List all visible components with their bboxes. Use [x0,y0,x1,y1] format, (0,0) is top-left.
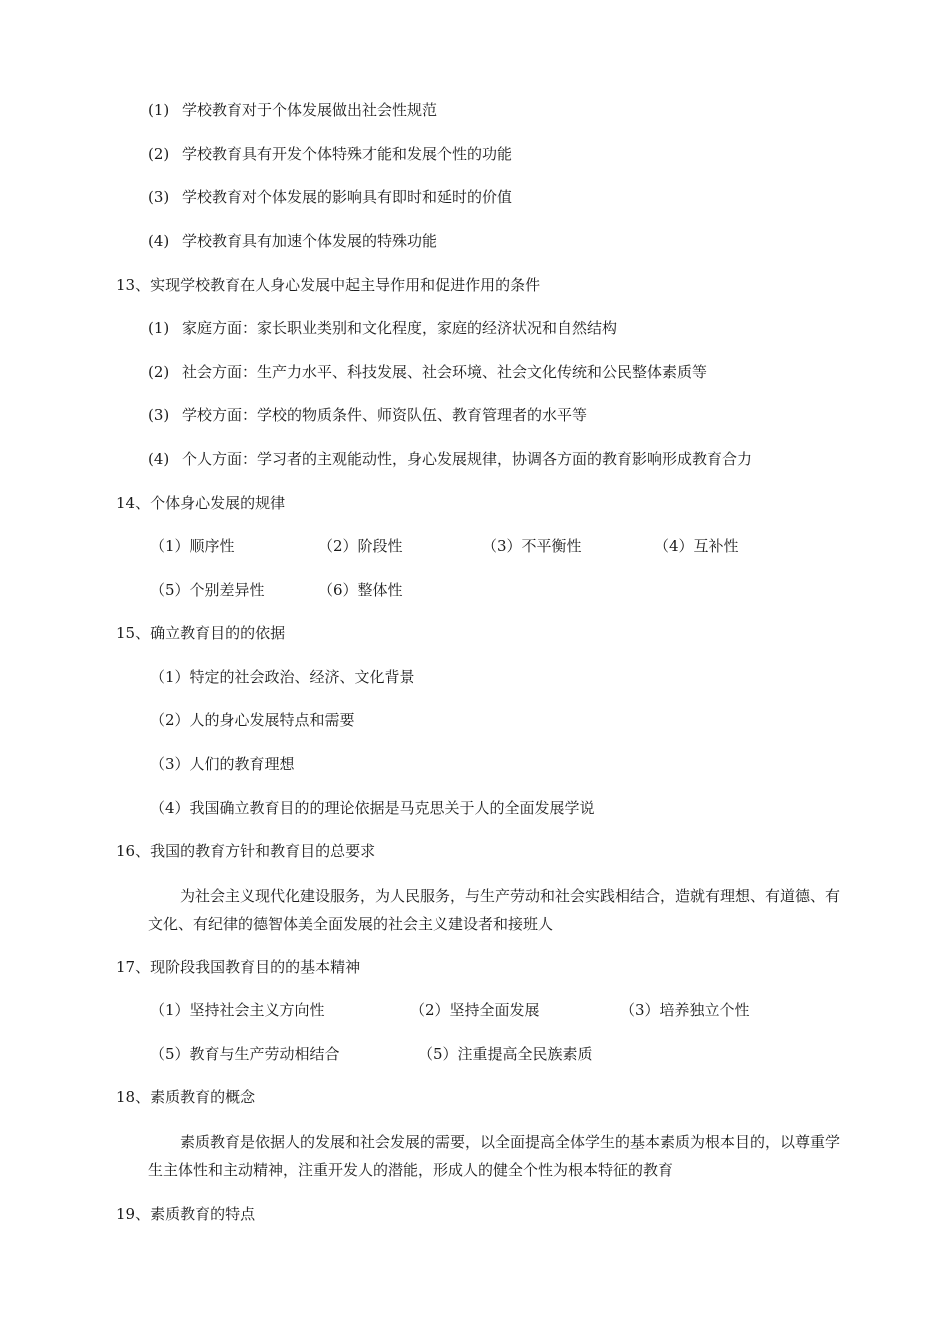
list-item [148,187,512,207]
list-item: （5）个别差异性 [150,581,265,599]
list-item: （2）人的身心发展特点和需要 [150,711,355,729]
list-item: （5）注重提高全民族素质 [418,1045,593,1063]
list-item [148,231,437,251]
section-heading: 16、我国的教育方针和教育目的总要求 [116,842,376,860]
list-item: （4）互补性 [654,537,739,555]
list-item: （1）坚持社会主义方向性 [150,1001,325,1019]
section-heading: 13、实现学校教育在人身心发展中起主导作用和促进作用的条件 [116,276,541,294]
list-item [148,144,512,164]
list-item: （2）阶段性 [318,537,403,555]
item-number: (4) [148,232,170,250]
item-number: (3) [148,406,170,424]
list-item: （3）培养独立个性 [620,1001,750,1019]
section-heading: 15、确立教育目的的依据 [116,624,286,642]
list-item: （2）坚持全面发展 [410,1001,540,1019]
section-heading: 17、现阶段我国教育目的的基本精神 [116,958,361,976]
item-text: 个人方面：学习者的主观能动性，身心发展规律，协调各方面的教育影响形成教育合力 [182,450,753,468]
list-item: （1）顺序性 [150,537,235,555]
list-item [148,100,437,120]
list-item [148,362,707,382]
list-item: （3）不平衡性 [482,537,582,555]
item-text: 学校教育对于个体发展做出社会性规范 [182,101,438,119]
item-number: (4) [148,450,170,468]
item-text: 家庭方面：家长职业类别和文化程度，家庭的经济状况和自然结构 [182,319,618,337]
list-item: （4）我国确立教育目的的理论依据是马克思关于人的全面发展学说 [150,799,595,817]
list-item [148,318,617,338]
item-number: (2) [148,145,170,163]
item-text: 学校教育具有开发个体特殊才能和发展个性的功能 [182,145,513,163]
list-item: （3）人们的教育理想 [150,755,295,773]
section-paragraph: 为社会主义现代化建设服务，为人民服务，与生产劳动和社会实践相结合，造就有理想、有道德、有文化、有纪律的德智体美全面发展的社会主义建设者和接班人 [148,887,841,933]
item-text: 学校教育对个体发展的影响具有即时和延时的价值 [182,188,513,206]
item-text: 社会方面：生产力水平、科技发展、社会环境、社会文化传统和公民整体素质等 [182,363,708,381]
item-text: 学校方面：学校的物质条件、师资队伍、教育管理者的水平等 [182,406,588,424]
list-item: （5）教育与生产劳动相结合 [150,1045,340,1063]
section-heading: 19、素质教育的特点 [116,1205,256,1223]
list-item [148,405,587,425]
item-number: (3) [148,188,170,206]
list-item [148,449,752,469]
item-text: 学校教育具有加速个体发展的特殊功能 [182,232,438,250]
section-paragraph: 素质教育是依据人的发展和社会发展的需要，以全面提高全体学生的基本素质为根本目的，以尊重学生主体性和主动精神，注重开发人的潜能，形成人的健全个性为根本特征的教育 [148,1133,841,1179]
item-number: (1) [148,101,170,119]
item-number: (1) [148,319,170,337]
section-heading: 14、个体身心发展的规律 [116,494,286,512]
list-item: （6）整体性 [318,581,403,599]
section-heading: 18、素质教育的概念 [116,1088,256,1106]
item-number: (2) [148,363,170,381]
list-item: （1）特定的社会政治、经济、文化背景 [150,668,415,686]
